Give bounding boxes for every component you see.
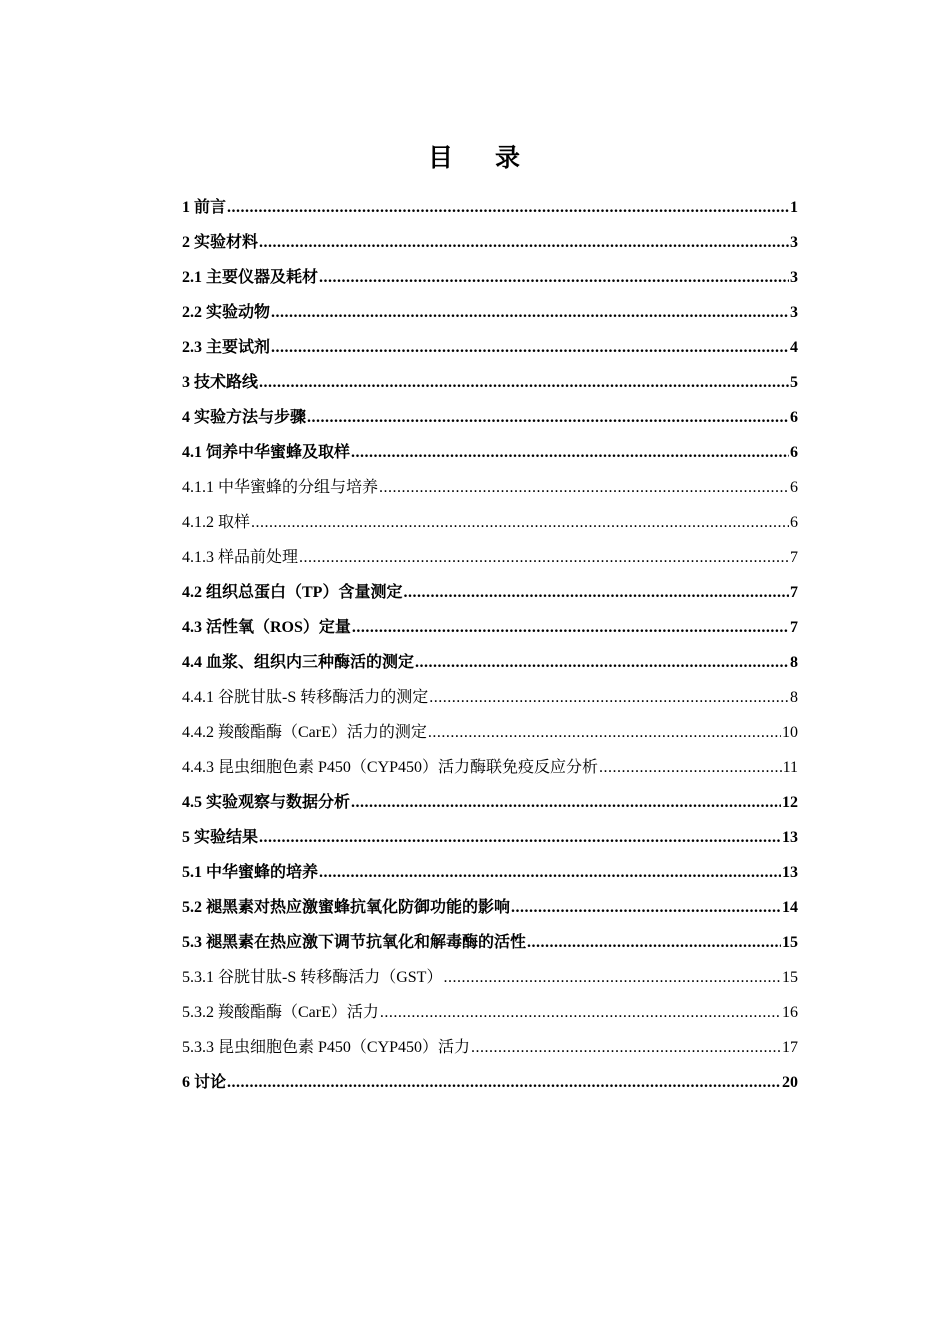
toc-entry[interactable] xyxy=(182,680,798,715)
toc-dot-leader xyxy=(511,890,781,925)
toc-entry[interactable] xyxy=(182,540,798,575)
toc-entry-page-number: 1 xyxy=(790,199,798,216)
toc-entry[interactable] xyxy=(182,925,798,960)
toc-entry-page-number: 7 xyxy=(790,549,798,566)
toc-entry[interactable] xyxy=(182,260,798,295)
toc-entry[interactable] xyxy=(182,505,798,540)
toc-entry[interactable] xyxy=(182,1065,798,1100)
toc-dot-leader xyxy=(415,645,789,680)
toc-entry[interactable] xyxy=(182,785,798,820)
toc-entry[interactable] xyxy=(182,365,798,400)
toc-entry-page-number: 15 xyxy=(782,969,798,986)
toc-entry[interactable] xyxy=(182,855,798,890)
toc-entry-page-number: 11 xyxy=(782,759,798,776)
toc-title-part-2: 录 xyxy=(495,143,523,172)
toc-entry-page-number: 6 xyxy=(790,514,798,531)
toc-entry-label: 4.4.1 谷胱甘肽-S 转移酶活力的测定 xyxy=(182,689,429,706)
toc-list xyxy=(182,190,798,1100)
toc-entry-page-number: 7 xyxy=(790,619,798,636)
toc-dot-leader xyxy=(443,960,781,995)
toc-entry-label: 5.1 中华蜜蜂的培养 xyxy=(182,864,319,881)
toc-dot-leader xyxy=(227,1065,781,1100)
toc-entry[interactable] xyxy=(182,295,798,330)
toc-entry-page-number: 6 xyxy=(790,444,798,461)
toc-entry-label: 4.1.2 取样 xyxy=(182,514,251,531)
toc-entry-label: 4.3 活性氧（ROS）定量 xyxy=(182,619,351,636)
toc-dot-leader xyxy=(319,855,781,890)
toc-dot-leader xyxy=(599,750,782,785)
toc-dot-leader xyxy=(351,435,789,470)
toc-title-part-1: 目 xyxy=(427,143,455,172)
toc-entry[interactable] xyxy=(182,750,798,785)
toc-dot-leader xyxy=(271,330,789,365)
toc-entry-page-number: 6 xyxy=(790,409,798,426)
toc-entry-page-number: 7 xyxy=(790,584,798,601)
toc-dot-leader xyxy=(352,610,789,645)
toc-entry-label: 5.3 褪黑素在热应激下调节抗氧化和解毒酶的活性 xyxy=(182,934,527,951)
toc-entry-label: 4.1.1 中华蜜蜂的分组与培养 xyxy=(182,479,379,496)
toc-entry-label: 2 实验材料 xyxy=(182,234,259,251)
toc-entry-label: 4.1.3 样品前处理 xyxy=(182,549,299,566)
toc-title xyxy=(0,138,950,174)
toc-dot-leader xyxy=(319,260,789,295)
toc-entry-label: 3 技术路线 xyxy=(182,374,259,391)
toc-entry-label: 4.4.2 羧酸酯酶（CarE）活力的测定 xyxy=(182,724,427,741)
toc-entry[interactable] xyxy=(182,435,798,470)
toc-entry-page-number: 8 xyxy=(790,654,798,671)
toc-entry[interactable] xyxy=(182,890,798,925)
toc-entry[interactable] xyxy=(182,1030,798,1065)
toc-entry-page-number: 3 xyxy=(790,304,798,321)
toc-entry-label: 2.3 主要试剂 xyxy=(182,339,271,356)
toc-entry-page-number: 20 xyxy=(782,1074,798,1091)
toc-entry-label: 2.1 主要仪器及耗材 xyxy=(182,269,319,286)
toc-entry[interactable] xyxy=(182,820,798,855)
toc-entry[interactable] xyxy=(182,575,798,610)
toc-entry-page-number: 3 xyxy=(790,234,798,251)
toc-dot-leader xyxy=(471,1030,781,1065)
toc-entry[interactable] xyxy=(182,610,798,645)
toc-entry-label: 5.3.2 羧酸酯酶（CarE）活力 xyxy=(182,1004,379,1021)
toc-entry-label: 5.3.1 谷胱甘肽-S 转移酶活力（GST） xyxy=(182,969,443,986)
toc-dot-leader xyxy=(307,400,789,435)
toc-entry-page-number: 4 xyxy=(790,339,798,356)
toc-entry-page-number: 17 xyxy=(782,1039,798,1056)
toc-entry-page-number: 16 xyxy=(782,1004,798,1021)
toc-entry-label: 4.4.3 昆虫细胞色素 P450（CYP450）活力酶联免疫反应分析 xyxy=(182,759,599,776)
toc-entry[interactable] xyxy=(182,330,798,365)
toc-dot-leader xyxy=(227,190,789,225)
toc-dot-leader xyxy=(259,820,781,855)
toc-entry-label: 1 前言 xyxy=(182,199,227,216)
toc-entry-label: 4.4 血浆、组织内三种酶活的测定 xyxy=(182,654,415,671)
toc-entry-label: 4 实验方法与步骤 xyxy=(182,409,307,426)
toc-dot-leader xyxy=(379,470,789,505)
toc-dot-leader xyxy=(527,925,781,960)
toc-dot-leader xyxy=(259,365,789,400)
toc-entry[interactable] xyxy=(182,400,798,435)
toc-dot-leader xyxy=(429,680,789,715)
toc-entry[interactable] xyxy=(182,470,798,505)
toc-entry[interactable] xyxy=(182,995,798,1030)
toc-entry-page-number: 8 xyxy=(790,689,798,706)
toc-entry-page-number: 15 xyxy=(782,934,798,951)
toc-dot-leader xyxy=(428,715,781,750)
toc-entry[interactable] xyxy=(182,225,798,260)
toc-dot-leader xyxy=(403,575,789,610)
toc-dot-leader xyxy=(351,785,781,820)
toc-entry[interactable] xyxy=(182,715,798,750)
toc-entry-page-number: 10 xyxy=(782,724,798,741)
toc-entry-label: 6 讨论 xyxy=(182,1074,227,1091)
toc-entry-label: 4.2 组织总蛋白（TP）含量测定 xyxy=(182,584,403,601)
toc-dot-leader xyxy=(251,505,789,540)
toc-entry-label: 5.3.3 昆虫细胞色素 P450（CYP450）活力 xyxy=(182,1039,471,1056)
toc-entry-label: 2.2 实验动物 xyxy=(182,304,271,321)
toc-entry[interactable] xyxy=(182,190,798,225)
toc-entry-page-number: 12 xyxy=(782,794,798,811)
toc-entry-page-number: 3 xyxy=(790,269,798,286)
toc-entry-page-number: 13 xyxy=(782,864,798,881)
toc-entry-label: 5.2 褪黑素对热应激蜜蜂抗氧化防御功能的影响 xyxy=(182,899,511,916)
toc-entry-page-number: 6 xyxy=(790,479,798,496)
toc-entry-page-number: 5 xyxy=(790,374,798,391)
toc-entry-label: 5 实验结果 xyxy=(182,829,259,846)
toc-dot-leader xyxy=(271,295,789,330)
toc-entry[interactable] xyxy=(182,645,798,680)
toc-dot-leader xyxy=(299,540,789,575)
toc-entry[interactable] xyxy=(182,960,798,995)
toc-entry-label: 4.5 实验观察与数据分析 xyxy=(182,794,351,811)
toc-entry-page-number: 13 xyxy=(782,829,798,846)
toc-entry-label: 4.1 饲养中华蜜蜂及取样 xyxy=(182,444,351,461)
toc-dot-leader xyxy=(259,225,789,260)
toc-dot-leader xyxy=(380,995,781,1030)
toc-entry-page-number: 14 xyxy=(782,899,798,916)
